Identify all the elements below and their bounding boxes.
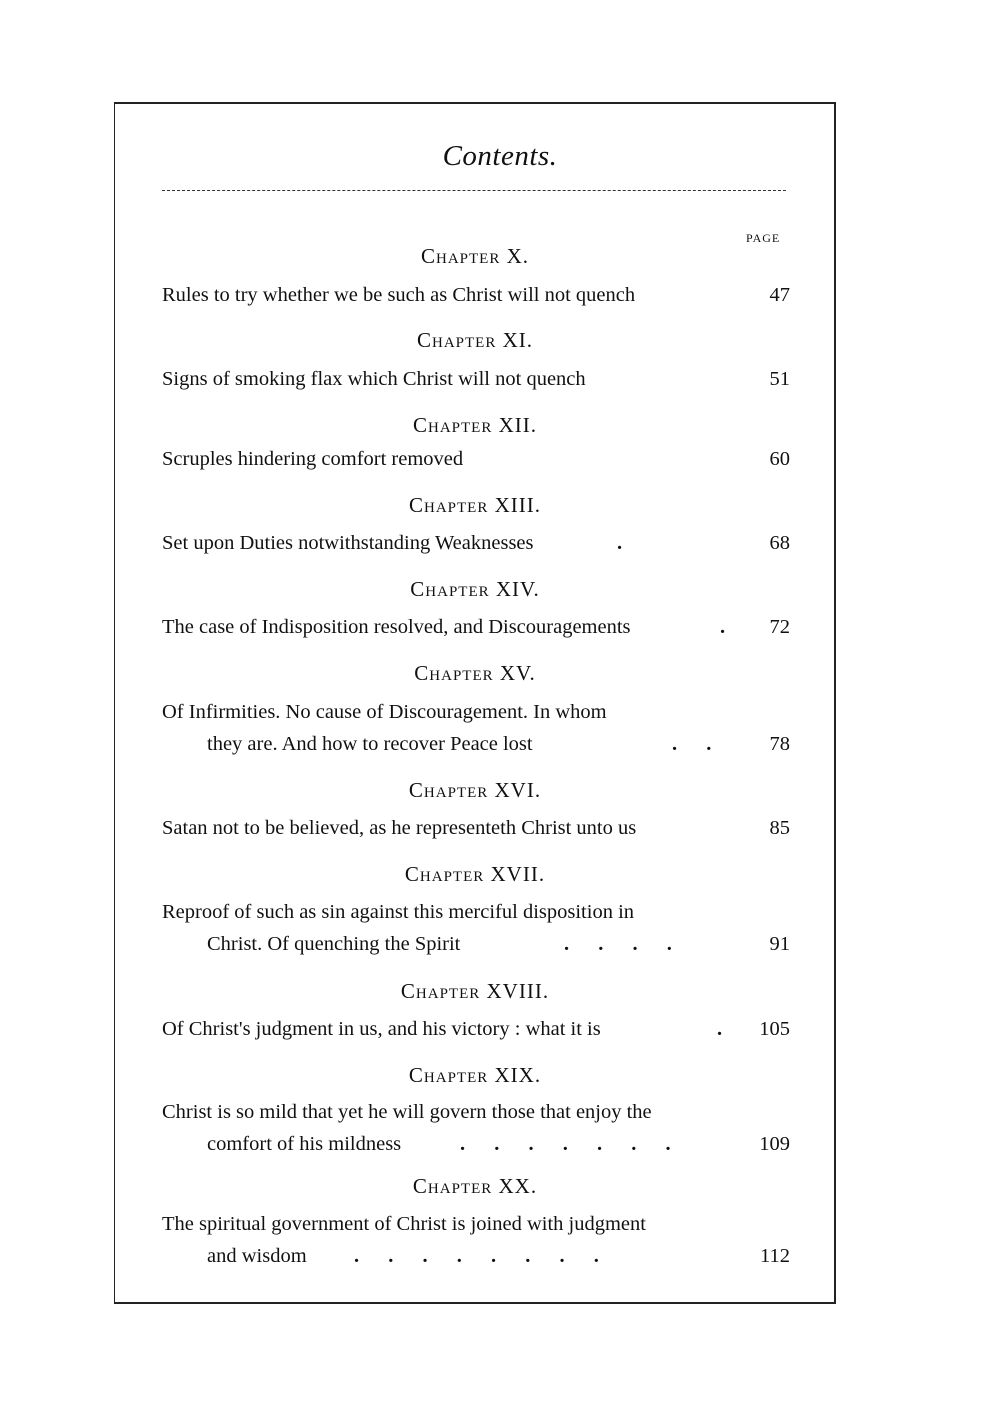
entry-text: The spiritual government of Christ is joined with judgment [162,1213,646,1235]
chapter-heading: Chapter XVIII. [400,979,550,1003]
leader-dots: . [717,1018,735,1040]
toc-entry[interactable] [162,896,790,960]
contents-title: Contents. [442,140,558,172]
entry-text: and wisdom [207,1245,307,1267]
page-number: 78 [769,733,790,755]
entry-text: Christ. Of quenching the Spirit [207,933,461,955]
entry-text: The case of Indisposition resolved, and Discouragements [162,616,631,638]
leader-dots: . . . . . . . . [354,1245,611,1267]
leader-dots: . [720,616,738,638]
entry-text: Signs of smoking flax which Christ will not quench [162,368,586,390]
leader-dots: . . . . . . . [460,1133,683,1155]
leader-dots: . [617,532,635,554]
page-number: 47 [769,284,790,306]
leader-dots: . . [672,733,724,755]
title-rule [162,190,786,191]
entry-text: Reproof of such as sin against this merciful disposition in [162,901,635,923]
entry-text: Satan not to be believed, as he representeth Christ unto us [162,817,637,839]
toc-entry[interactable] [162,1208,790,1272]
chapter-heading: Chapter XIX. [408,1063,542,1087]
chapter-heading: Chapter X. [420,244,529,268]
entry-text: they are. And how to recover Peace lost [207,733,533,755]
toc-entry[interactable] [162,1096,790,1160]
entry-text: comfort of his mildness [207,1133,402,1155]
toc-entry[interactable] [162,696,790,760]
chapter-heading: Chapter XII. [413,413,537,437]
toc-entry[interactable] [162,363,790,395]
chapter-heading: Chapter XVI. [408,778,542,802]
page-number: 68 [769,532,790,554]
chapter-heading: Chapter XIV. [410,577,540,601]
entry-text: Scruples hindering comfort removed [162,448,464,470]
page-number: 109 [759,1133,790,1155]
page-number: 72 [769,616,790,638]
toc-entry[interactable] [162,279,790,311]
toc-entry[interactable] [162,443,790,475]
entry-text: Of Christ's judgment in us, and his victory : what it is [162,1018,601,1040]
entry-text: Rules to try whether we be such as Christ will not quench [162,284,636,306]
page-number: 85 [769,817,790,839]
page-number: 105 [759,1018,790,1040]
page-number: 112 [760,1245,790,1267]
page-number: 60 [769,448,790,470]
page-number: 91 [769,933,790,955]
toc-entry[interactable] [162,812,790,844]
chapter-heading: Chapter XX. [412,1174,538,1198]
chapter-heading: Chapter XVII. [404,862,546,886]
leader-dots: . . . . [564,933,684,955]
entry-text: Set upon Duties notwithstanding Weaknesses [162,532,534,554]
chapter-heading: Chapter XIII. [409,493,541,517]
entry-text: Christ is so mild that yet he will govern those that enjoy the [162,1101,652,1123]
toc-entry[interactable] [162,1013,790,1045]
toc-entry[interactable] [162,527,790,559]
entry-text: Of Infirmities. No cause of Discouragement. In whom [162,701,607,723]
chapter-heading: Chapter XI. [416,328,533,352]
toc-entry[interactable] [162,611,790,643]
chapter-heading: Chapter XV. [414,661,536,685]
page-column-label: PAGE [746,231,781,245]
page-number: 51 [769,368,790,390]
